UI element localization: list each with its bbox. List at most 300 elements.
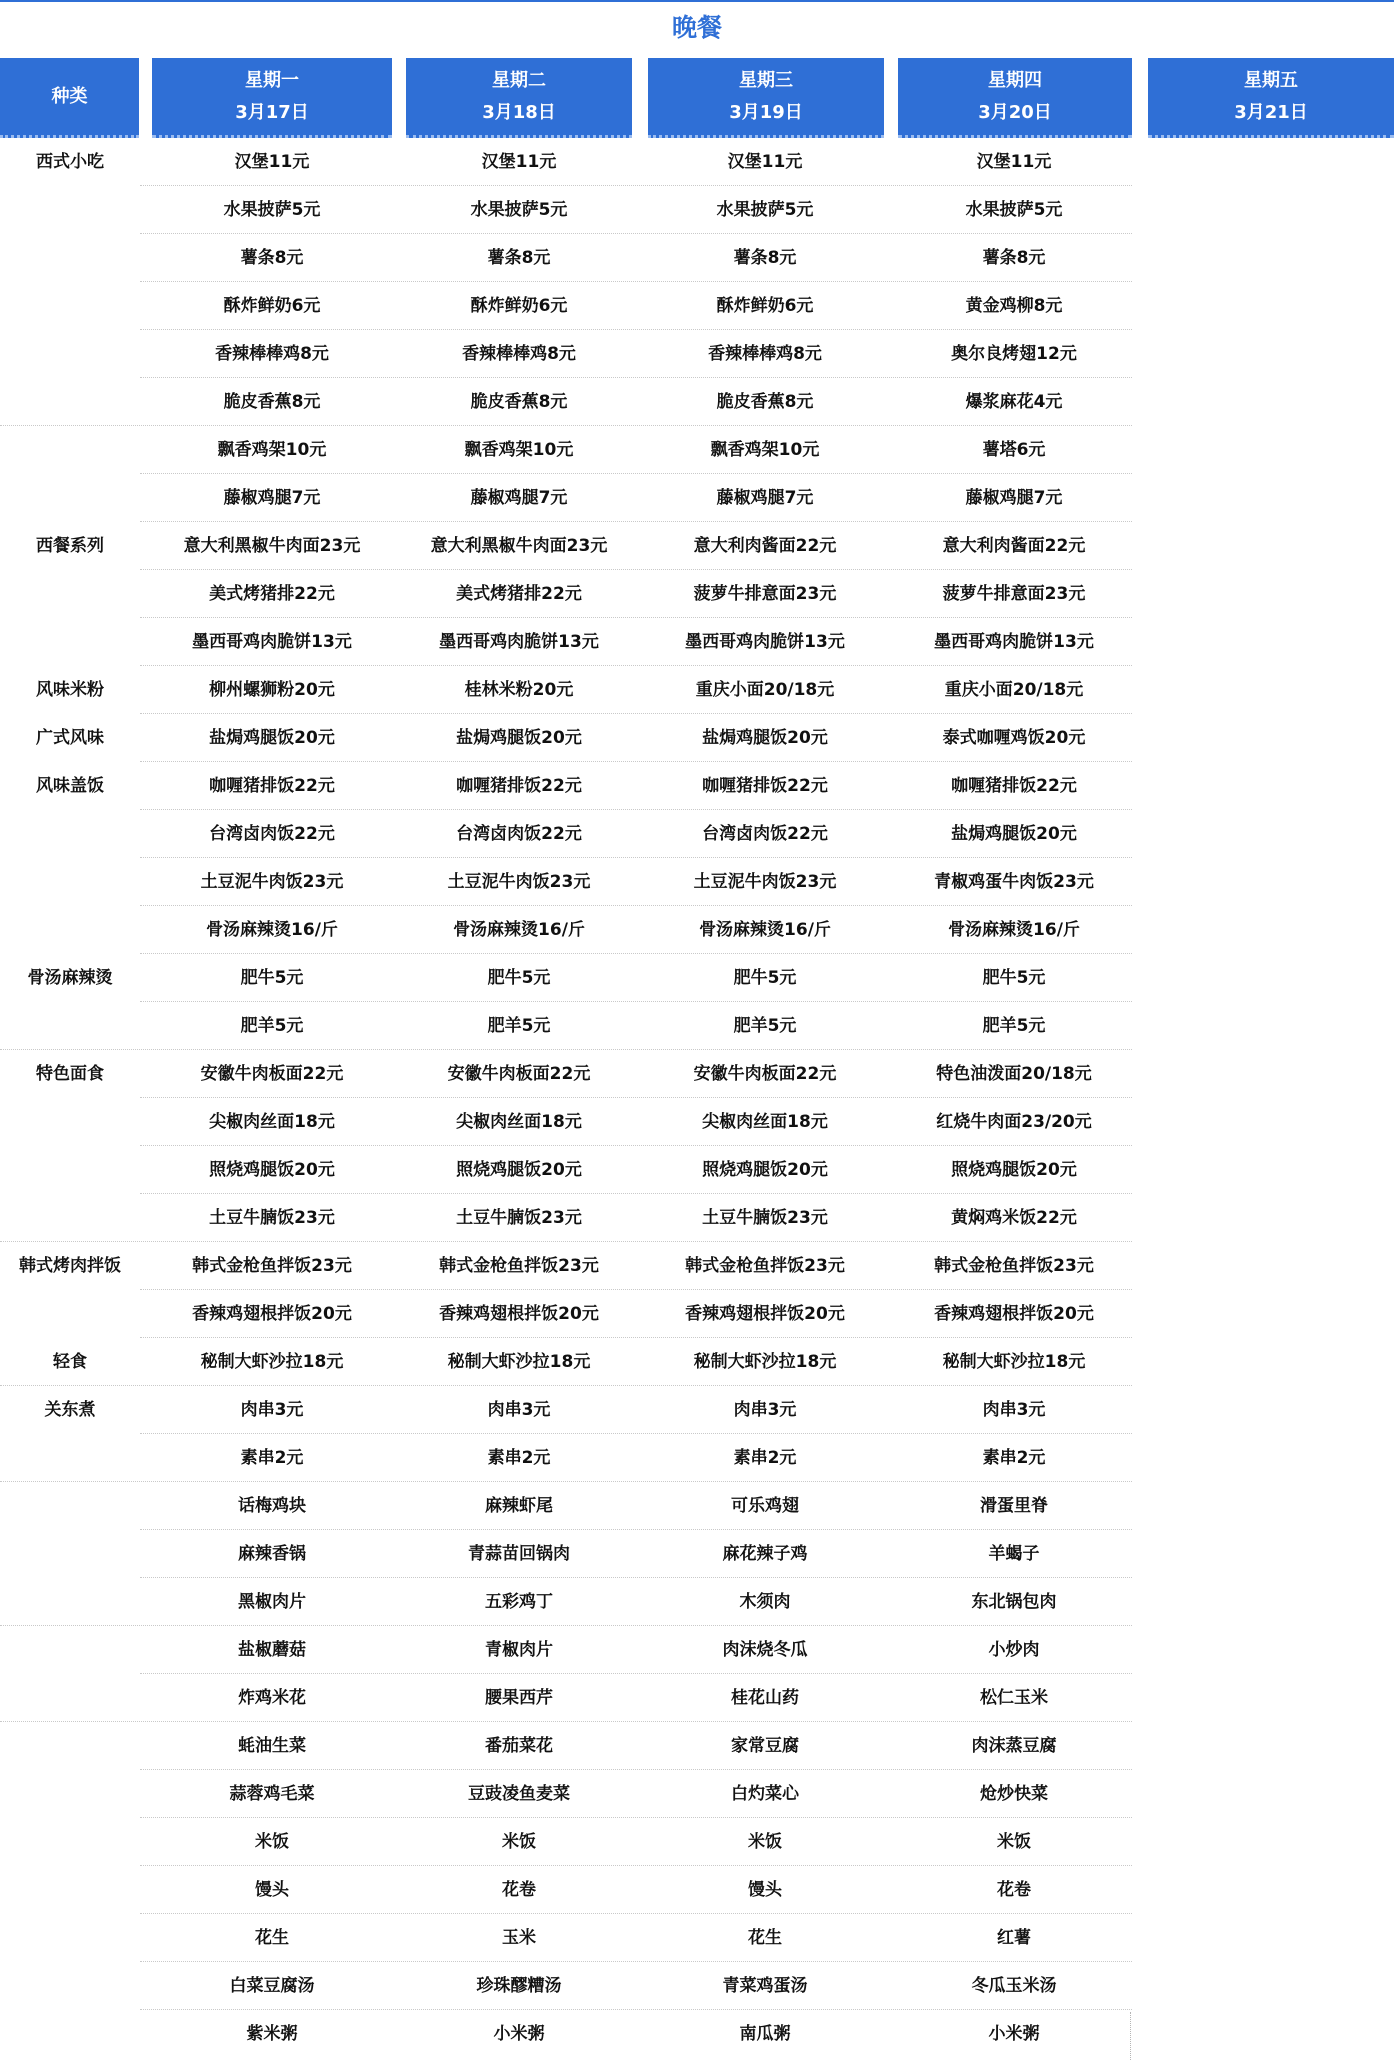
menu-item-day-3: 肉串3元 bbox=[733, 1400, 797, 1420]
menu-item-day-2: 酥炸鲜奶6元 bbox=[470, 296, 568, 316]
menu-item-day-5 bbox=[1132, 618, 1394, 666]
menu-item-day-5 bbox=[1132, 2010, 1394, 2058]
category-label bbox=[0, 282, 140, 330]
menu-item-day-3: 骨汤麻辣烫16/斤 bbox=[699, 920, 831, 940]
menu-item-day-5 bbox=[1132, 1770, 1394, 1818]
menu-item-day-4: 意大利肉酱面22元 bbox=[942, 536, 1086, 556]
menu-item-day-2: 青蒜苗回锅肉 bbox=[468, 1544, 570, 1564]
menu-item-day-3: 照烧鸡腿饭20元 bbox=[702, 1160, 828, 1180]
menu-row bbox=[0, 1818, 1394, 1866]
menu-item-day-3: 飘香鸡架10元 bbox=[710, 440, 820, 460]
menu-item-day-1: 飘香鸡架10元 bbox=[217, 440, 327, 460]
menu-item-day-2: 墨西哥鸡肉脆饼13元 bbox=[439, 632, 599, 652]
menu-item-day-3: 木须肉 bbox=[739, 1592, 791, 1612]
menu-item-day-4: 红烧牛肉面23/20元 bbox=[936, 1112, 1092, 1132]
menu-item-day-2: 小米粥 bbox=[493, 2024, 545, 2044]
menu-item-day-3: 秘制大虾沙拉18元 bbox=[693, 1352, 837, 1372]
category-label bbox=[0, 186, 140, 234]
menu-item-day-4: 奥尔良烤翅12元 bbox=[951, 344, 1077, 364]
menu-row bbox=[0, 906, 1394, 954]
weekday-label: 星期二 bbox=[492, 69, 546, 91]
menu-item-day-1: 柳州螺狮粉20元 bbox=[209, 680, 335, 700]
menu-row bbox=[0, 810, 1394, 858]
menu-item-day-2: 汉堡11元 bbox=[481, 152, 557, 172]
date-label: 3月17日 bbox=[235, 101, 309, 123]
menu-item-day-3: 汉堡11元 bbox=[727, 152, 803, 172]
menu-item-day-2: 脆皮香蕉8元 bbox=[470, 392, 568, 412]
menu-item-day-4: 黄金鸡柳8元 bbox=[965, 296, 1063, 316]
menu-item-day-5 bbox=[1132, 1818, 1394, 1866]
menu-item-day-5 bbox=[1132, 1626, 1394, 1674]
menu-row bbox=[0, 1338, 1394, 1386]
menu-item-day-4: 红薯 bbox=[997, 1928, 1031, 1948]
menu-item-day-3: 肥牛5元 bbox=[733, 968, 797, 988]
menu-item-day-1: 酥炸鲜奶6元 bbox=[223, 296, 321, 316]
menu-item-day-1: 香辣棒棒鸡8元 bbox=[215, 344, 329, 364]
menu-item-day-2: 珍珠醪糟汤 bbox=[476, 1976, 562, 1996]
menu-item-day-3: 家常豆腐 bbox=[731, 1736, 799, 1756]
menu-item-day-5 bbox=[1132, 138, 1394, 186]
menu-item-day-4: 泰式咖喱鸡饭20元 bbox=[942, 728, 1086, 748]
category-label: 广式风味 bbox=[36, 728, 104, 748]
menu-row bbox=[0, 426, 1394, 474]
menu-row bbox=[0, 138, 1394, 186]
menu-item-day-5 bbox=[1132, 1050, 1394, 1098]
menu-item-day-4: 花卷 bbox=[997, 1880, 1031, 1900]
menu-item-day-1: 炸鸡米花 bbox=[238, 1688, 306, 1708]
menu-item-day-5 bbox=[1132, 810, 1394, 858]
menu-row bbox=[0, 1626, 1394, 1674]
menu-item-day-3: 土豆泥牛肉饭23元 bbox=[693, 872, 837, 892]
menu-row bbox=[0, 1674, 1394, 1722]
menu-row bbox=[0, 378, 1394, 426]
menu-item-day-2: 米饭 bbox=[502, 1832, 536, 1852]
menu-item-day-3: 麻花辣子鸡 bbox=[722, 1544, 808, 1564]
menu-item-day-1: 盐椒蘑菇 bbox=[238, 1640, 306, 1660]
menu-item-day-5 bbox=[1132, 1338, 1394, 1386]
category-label bbox=[0, 1098, 140, 1146]
menu-row bbox=[0, 858, 1394, 906]
menu-item-day-2: 美式烤猪排22元 bbox=[456, 584, 582, 604]
menu-row bbox=[0, 1530, 1394, 1578]
menu-item-day-4: 香辣鸡翅根拌饭20元 bbox=[934, 1304, 1094, 1324]
menu-item-day-1: 照烧鸡腿饭20元 bbox=[209, 1160, 335, 1180]
menu-item-day-3: 香辣棒棒鸡8元 bbox=[708, 344, 822, 364]
menu-item-day-1: 蚝油生菜 bbox=[238, 1736, 306, 1756]
header-category-label: 种类 bbox=[51, 85, 88, 107]
category-label bbox=[0, 810, 140, 858]
menu-item-day-5 bbox=[1132, 1530, 1394, 1578]
menu-item-day-4: 汉堡11元 bbox=[976, 152, 1052, 172]
menu-item-day-2: 青椒肉片 bbox=[485, 1640, 553, 1660]
menu-item-day-5 bbox=[1132, 1386, 1394, 1434]
menu-item-day-5 bbox=[1132, 906, 1394, 954]
menu-item-day-4: 羊蝎子 bbox=[988, 1544, 1040, 1564]
menu-item-day-5 bbox=[1132, 186, 1394, 234]
menu-item-day-3: 馒头 bbox=[748, 1880, 782, 1900]
menu-row bbox=[0, 522, 1394, 570]
menu-item-day-1: 麻辣香锅 bbox=[238, 1544, 306, 1564]
category-label bbox=[0, 234, 140, 282]
menu-item-day-2: 秘制大虾沙拉18元 bbox=[447, 1352, 591, 1372]
menu-item-day-4: 米饭 bbox=[997, 1832, 1031, 1852]
menu-row bbox=[0, 1242, 1394, 1290]
menu-item-day-3: 盐焗鸡腿饭20元 bbox=[702, 728, 828, 748]
menu-row bbox=[0, 2010, 1394, 2058]
menu-item-day-4: 咖喱猪排饭22元 bbox=[951, 776, 1077, 796]
menu-item-day-4: 冬瓜玉米汤 bbox=[971, 1976, 1057, 1996]
menu-row bbox=[0, 1290, 1394, 1338]
date-label: 3月20日 bbox=[978, 101, 1052, 123]
menu-item-day-1: 藤椒鸡腿7元 bbox=[223, 488, 321, 508]
header-category bbox=[0, 58, 139, 138]
menu-item-day-2: 台湾卤肉饭22元 bbox=[456, 824, 582, 844]
menu-item-day-1: 水果披萨5元 bbox=[223, 200, 321, 220]
menu-item-day-3: 安徽牛肉板面22元 bbox=[693, 1064, 837, 1084]
menu-item-day-4: 小米粥 bbox=[988, 2024, 1040, 2044]
menu-item-day-4: 青椒鸡蛋牛肉饭23元 bbox=[934, 872, 1094, 892]
menu-item-day-5 bbox=[1132, 1722, 1394, 1770]
menu-row bbox=[0, 1866, 1394, 1914]
menu-item-day-3: 脆皮香蕉8元 bbox=[716, 392, 814, 412]
menu-item-day-3: 花生 bbox=[748, 1928, 782, 1948]
menu-item-day-4: 黄焖鸡米饭22元 bbox=[951, 1208, 1077, 1228]
menu-row bbox=[0, 1386, 1394, 1434]
menu-item-day-1: 米饭 bbox=[255, 1832, 289, 1852]
menu-item-day-1: 尖椒肉丝面18元 bbox=[209, 1112, 335, 1132]
menu-row bbox=[0, 1722, 1394, 1770]
menu-item-day-2: 香辣鸡翅根拌饭20元 bbox=[439, 1304, 599, 1324]
menu-item-day-1: 话梅鸡块 bbox=[238, 1496, 306, 1516]
category-label bbox=[0, 1722, 140, 1770]
category-label bbox=[0, 1434, 140, 1482]
menu-row bbox=[0, 282, 1394, 330]
menu-item-day-1: 土豆牛腩饭23元 bbox=[209, 1208, 335, 1228]
menu-item-day-5 bbox=[1132, 1002, 1394, 1050]
menu-item-day-5 bbox=[1132, 1146, 1394, 1194]
menu-item-day-5 bbox=[1132, 570, 1394, 618]
menu-item-day-1: 土豆泥牛肉饭23元 bbox=[200, 872, 344, 892]
category-label: 骨汤麻辣烫 bbox=[27, 968, 113, 988]
weekday-label: 星期四 bbox=[988, 69, 1042, 91]
menu-item-day-3: 白灼菜心 bbox=[731, 1784, 799, 1804]
menu-item-day-2: 飘香鸡架10元 bbox=[464, 440, 574, 460]
category-label: 关东煮 bbox=[44, 1400, 96, 1420]
menu-row bbox=[0, 1002, 1394, 1050]
menu-row bbox=[0, 762, 1394, 810]
menu-item-day-4: 肉沫蒸豆腐 bbox=[971, 1736, 1057, 1756]
menu-item-day-2: 骨汤麻辣烫16/斤 bbox=[453, 920, 585, 940]
menu-item-day-2: 素串2元 bbox=[487, 1448, 551, 1468]
menu-item-day-4: 素串2元 bbox=[982, 1448, 1046, 1468]
menu-item-day-4: 肥牛5元 bbox=[982, 968, 1046, 988]
menu-item-day-1: 盐焗鸡腿饭20元 bbox=[209, 728, 335, 748]
menu-item-day-3: 酥炸鲜奶6元 bbox=[716, 296, 814, 316]
menu-row bbox=[0, 234, 1394, 282]
menu-row bbox=[0, 1578, 1394, 1626]
menu-item-day-1: 香辣鸡翅根拌饭20元 bbox=[192, 1304, 352, 1324]
date-label: 3月18日 bbox=[482, 101, 556, 123]
menu-item-day-4: 东北锅包肉 bbox=[971, 1592, 1057, 1612]
menu-item-day-1: 汉堡11元 bbox=[234, 152, 310, 172]
menu-row bbox=[0, 1146, 1394, 1194]
menu-item-day-4: 骨汤麻辣烫16/斤 bbox=[948, 920, 1080, 940]
menu-item-day-5 bbox=[1132, 234, 1394, 282]
menu-table-body bbox=[0, 138, 1394, 2058]
menu-item-day-5 bbox=[1132, 474, 1394, 522]
category-label bbox=[0, 2010, 140, 2058]
menu-row bbox=[0, 570, 1394, 618]
menu-item-day-3: 香辣鸡翅根拌饭20元 bbox=[685, 1304, 845, 1324]
category-label: 风味米粉 bbox=[36, 680, 104, 700]
menu-row bbox=[0, 1098, 1394, 1146]
menu-item-day-3: 薯条8元 bbox=[733, 248, 797, 268]
header-day-3 bbox=[648, 58, 884, 138]
header-day-1 bbox=[152, 58, 392, 138]
menu-item-day-3: 尖椒肉丝面18元 bbox=[702, 1112, 828, 1132]
category-label bbox=[0, 1914, 140, 1962]
menu-item-day-2: 安徽牛肉板面22元 bbox=[447, 1064, 591, 1084]
weekday-label: 星期五 bbox=[1244, 69, 1298, 91]
menu-item-day-4: 薯塔6元 bbox=[982, 440, 1046, 460]
menu-item-day-5 bbox=[1132, 954, 1394, 1002]
menu-item-day-4: 重庆小面20/18元 bbox=[944, 680, 1084, 700]
menu-row bbox=[0, 186, 1394, 234]
menu-row bbox=[0, 714, 1394, 762]
menu-item-day-1: 白菜豆腐汤 bbox=[229, 1976, 315, 1996]
menu-item-day-5 bbox=[1132, 282, 1394, 330]
menu-item-day-5 bbox=[1132, 714, 1394, 762]
menu-item-day-4: 照烧鸡腿饭20元 bbox=[951, 1160, 1077, 1180]
menu-item-day-4: 肉串3元 bbox=[982, 1400, 1046, 1420]
menu-item-day-3: 青菜鸡蛋汤 bbox=[722, 1976, 808, 1996]
category-label bbox=[0, 1530, 140, 1578]
menu-item-day-4: 藤椒鸡腿7元 bbox=[965, 488, 1063, 508]
category-label: 韩式烤肉拌饭 bbox=[19, 1256, 121, 1276]
menu-item-day-2: 麻辣虾尾 bbox=[485, 1496, 553, 1516]
menu-item-day-5 bbox=[1132, 426, 1394, 474]
menu-item-day-1: 安徽牛肉板面22元 bbox=[200, 1064, 344, 1084]
menu-item-day-5 bbox=[1132, 1578, 1394, 1626]
menu-item-day-4: 滑蛋里脊 bbox=[980, 1496, 1048, 1516]
menu-item-day-2: 豆豉凌鱼麦菜 bbox=[468, 1784, 570, 1804]
menu-item-day-4: 肥羊5元 bbox=[982, 1016, 1046, 1036]
menu-item-day-5 bbox=[1132, 762, 1394, 810]
menu-item-day-2: 肉串3元 bbox=[487, 1400, 551, 1420]
menu-item-day-5 bbox=[1132, 1194, 1394, 1242]
menu-item-day-2: 意大利黑椒牛肉面23元 bbox=[430, 536, 608, 556]
menu-item-day-2: 肥牛5元 bbox=[487, 968, 551, 988]
menu-row bbox=[0, 1770, 1394, 1818]
menu-item-day-5 bbox=[1132, 1434, 1394, 1482]
menu-item-day-3: 可乐鸡翅 bbox=[731, 1496, 799, 1516]
menu-item-day-2: 照烧鸡腿饭20元 bbox=[456, 1160, 582, 1180]
menu-item-day-1: 紫米粥 bbox=[246, 2024, 298, 2044]
menu-item-day-1: 肥牛5元 bbox=[240, 968, 304, 988]
menu-item-day-5 bbox=[1132, 666, 1394, 714]
menu-row bbox=[0, 1914, 1394, 1962]
menu-item-day-1: 咖喱猪排饭22元 bbox=[209, 776, 335, 796]
header-day-4 bbox=[898, 58, 1132, 138]
category-label bbox=[0, 1962, 140, 2010]
menu-row bbox=[0, 1434, 1394, 1482]
menu-item-day-4: 炝炒快菜 bbox=[980, 1784, 1048, 1804]
menu-item-day-2: 尖椒肉丝面18元 bbox=[456, 1112, 582, 1132]
menu-item-day-5 bbox=[1132, 1674, 1394, 1722]
menu-item-day-1: 黑椒肉片 bbox=[238, 1592, 306, 1612]
weekday-label: 星期三 bbox=[739, 69, 793, 91]
menu-row bbox=[0, 1482, 1394, 1530]
menu-item-day-4: 墨西哥鸡肉脆饼13元 bbox=[934, 632, 1094, 652]
menu-item-day-4: 水果披萨5元 bbox=[965, 200, 1063, 220]
menu-item-day-3: 藤椒鸡腿7元 bbox=[716, 488, 814, 508]
menu-item-day-4: 薯条8元 bbox=[982, 248, 1046, 268]
category-label bbox=[0, 426, 140, 474]
category-label bbox=[0, 1626, 140, 1674]
menu-item-day-4: 秘制大虾沙拉18元 bbox=[942, 1352, 1086, 1372]
category-label bbox=[0, 330, 140, 378]
menu-row bbox=[0, 330, 1394, 378]
category-label bbox=[0, 1002, 140, 1050]
menu-row bbox=[0, 474, 1394, 522]
category-label bbox=[0, 474, 140, 522]
menu-item-day-2: 花卷 bbox=[502, 1880, 536, 1900]
menu-item-day-4: 韩式金枪鱼拌饭23元 bbox=[934, 1256, 1094, 1276]
menu-item-day-1: 美式烤猪排22元 bbox=[209, 584, 335, 604]
menu-item-day-5 bbox=[1132, 378, 1394, 426]
menu-item-day-5 bbox=[1132, 330, 1394, 378]
menu-item-day-2: 香辣棒棒鸡8元 bbox=[462, 344, 576, 364]
menu-item-day-3: 台湾卤肉饭22元 bbox=[702, 824, 828, 844]
category-label: 轻食 bbox=[53, 1352, 87, 1372]
category-label bbox=[0, 570, 140, 618]
menu-item-day-1: 台湾卤肉饭22元 bbox=[209, 824, 335, 844]
category-label: 风味盖饭 bbox=[36, 776, 104, 796]
menu-item-day-1: 肉串3元 bbox=[240, 1400, 304, 1420]
menu-item-day-5 bbox=[1132, 1866, 1394, 1914]
menu-item-day-3: 肉沫烧冬瓜 bbox=[722, 1640, 808, 1660]
menu-item-day-3: 桂花山药 bbox=[731, 1688, 799, 1708]
menu-item-day-2: 桂林米粉20元 bbox=[464, 680, 574, 700]
menu-item-day-3: 水果披萨5元 bbox=[716, 200, 814, 220]
category-label bbox=[0, 378, 140, 426]
menu-item-day-3: 意大利肉酱面22元 bbox=[693, 536, 837, 556]
menu-item-day-3: 墨西哥鸡肉脆饼13元 bbox=[685, 632, 845, 652]
menu-item-day-4: 小炒肉 bbox=[988, 1640, 1040, 1660]
menu-item-day-2: 韩式金枪鱼拌饭23元 bbox=[439, 1256, 599, 1276]
date-label: 3月21日 bbox=[1234, 101, 1308, 123]
menu-item-day-1: 馒头 bbox=[255, 1880, 289, 1900]
menu-row bbox=[0, 954, 1394, 1002]
menu-item-day-1: 秘制大虾沙拉18元 bbox=[200, 1352, 344, 1372]
weekday-label: 星期一 bbox=[245, 69, 299, 91]
top-rule bbox=[0, 0, 1394, 2]
menu-item-day-5 bbox=[1132, 1098, 1394, 1146]
menu-item-day-1: 韩式金枪鱼拌饭23元 bbox=[192, 1256, 352, 1276]
header-day-5 bbox=[1148, 58, 1394, 138]
menu-item-day-3: 米饭 bbox=[748, 1832, 782, 1852]
category-label bbox=[0, 858, 140, 906]
menu-item-day-5 bbox=[1132, 1290, 1394, 1338]
menu-item-day-3: 南瓜粥 bbox=[739, 2024, 791, 2044]
menu-item-day-1: 脆皮香蕉8元 bbox=[223, 392, 321, 412]
menu-item-day-4: 松仁玉米 bbox=[980, 1688, 1048, 1708]
menu-item-day-2: 土豆牛腩饭23元 bbox=[456, 1208, 582, 1228]
category-label bbox=[0, 1146, 140, 1194]
category-label bbox=[0, 618, 140, 666]
menu-item-day-1: 素串2元 bbox=[240, 1448, 304, 1468]
menu-item-day-4: 菠萝牛排意面23元 bbox=[942, 584, 1086, 604]
category-label: 特色面食 bbox=[36, 1064, 104, 1084]
menu-item-day-5 bbox=[1132, 1962, 1394, 2010]
menu-item-day-2: 盐焗鸡腿饭20元 bbox=[456, 728, 582, 748]
menu-item-day-2: 肥羊5元 bbox=[487, 1016, 551, 1036]
menu-item-day-3: 素串2元 bbox=[733, 1448, 797, 1468]
menu-item-day-2: 腰果西芹 bbox=[485, 1688, 553, 1708]
column-divider bbox=[1130, 2012, 1131, 2060]
menu-item-day-5 bbox=[1132, 858, 1394, 906]
menu-item-day-2: 番茄菜花 bbox=[485, 1736, 553, 1756]
menu-row bbox=[0, 1194, 1394, 1242]
menu-item-day-4: 特色油泼面20/18元 bbox=[936, 1064, 1092, 1084]
page-title: 晚餐 bbox=[671, 13, 722, 42]
menu-item-day-1: 骨汤麻辣烫16/斤 bbox=[206, 920, 338, 940]
menu-item-day-2: 五彩鸡丁 bbox=[485, 1592, 553, 1612]
menu-item-day-5 bbox=[1132, 522, 1394, 570]
menu-item-day-2: 水果披萨5元 bbox=[470, 200, 568, 220]
menu-item-day-3: 土豆牛腩饭23元 bbox=[702, 1208, 828, 1228]
menu-row bbox=[0, 618, 1394, 666]
menu-item-day-3: 重庆小面20/18元 bbox=[695, 680, 835, 700]
menu-item-day-1: 蒜蓉鸡毛菜 bbox=[229, 1784, 315, 1804]
category-label: 西餐系列 bbox=[36, 536, 104, 556]
category-label bbox=[0, 1194, 140, 1242]
menu-item-day-2: 薯条8元 bbox=[487, 248, 551, 268]
menu-item-day-1: 肥羊5元 bbox=[240, 1016, 304, 1036]
category-label bbox=[0, 1482, 140, 1530]
date-label: 3月19日 bbox=[729, 101, 803, 123]
menu-row bbox=[0, 1962, 1394, 2010]
category-label bbox=[0, 1290, 140, 1338]
category-label bbox=[0, 1818, 140, 1866]
category-label bbox=[0, 906, 140, 954]
menu-item-day-3: 菠萝牛排意面23元 bbox=[693, 584, 837, 604]
menu-item-day-2: 咖喱猪排饭22元 bbox=[456, 776, 582, 796]
category-label bbox=[0, 1866, 140, 1914]
menu-item-day-2: 土豆泥牛肉饭23元 bbox=[447, 872, 591, 892]
menu-item-day-3: 韩式金枪鱼拌饭23元 bbox=[685, 1256, 845, 1276]
menu-row bbox=[0, 666, 1394, 714]
header-day-2 bbox=[406, 58, 632, 138]
menu-item-day-4: 爆浆麻花4元 bbox=[965, 392, 1063, 412]
menu-item-day-2: 玉米 bbox=[502, 1928, 536, 1948]
menu-item-day-1: 墨西哥鸡肉脆饼13元 bbox=[192, 632, 352, 652]
category-label: 西式小吃 bbox=[36, 152, 104, 172]
category-label bbox=[0, 1674, 140, 1722]
menu-item-day-4: 盐焗鸡腿饭20元 bbox=[951, 824, 1077, 844]
menu-item-day-2: 藤椒鸡腿7元 bbox=[470, 488, 568, 508]
menu-item-day-1: 薯条8元 bbox=[240, 248, 304, 268]
menu-item-day-3: 咖喱猪排饭22元 bbox=[702, 776, 828, 796]
menu-item-day-5 bbox=[1132, 1914, 1394, 1962]
menu-row bbox=[0, 1050, 1394, 1098]
category-label bbox=[0, 1578, 140, 1626]
menu-item-day-5 bbox=[1132, 1482, 1394, 1530]
menu-item-day-1: 意大利黑椒牛肉面23元 bbox=[183, 536, 361, 556]
menu-item-day-1: 花生 bbox=[255, 1928, 289, 1948]
category-label bbox=[0, 1770, 140, 1818]
menu-item-day-5 bbox=[1132, 1242, 1394, 1290]
